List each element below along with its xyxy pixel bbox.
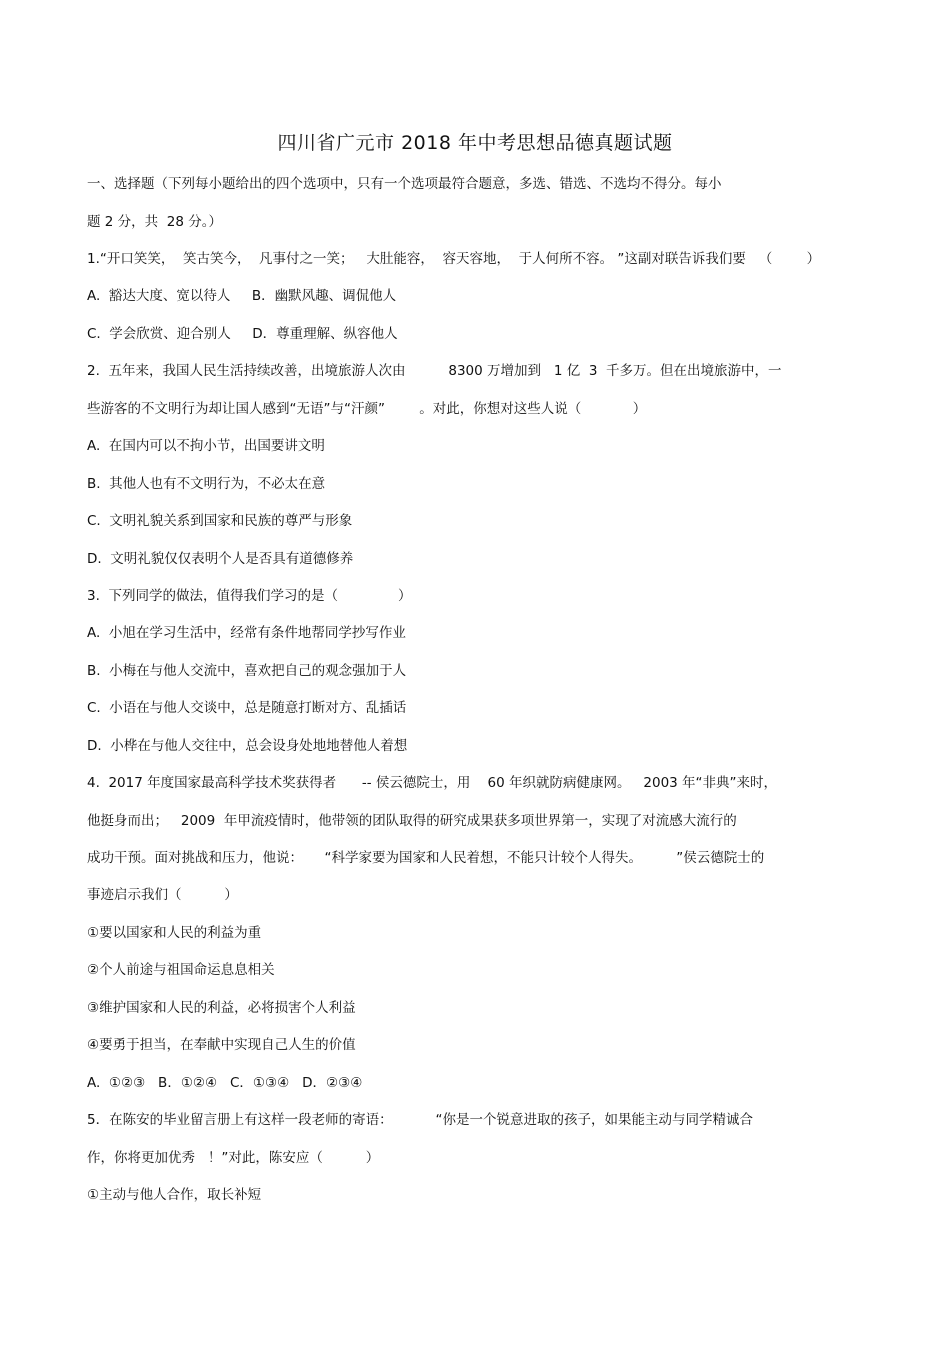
question-2-option-c: C. 文明礼貌关系到国家和民族的尊严与形象 bbox=[87, 513, 353, 529]
question-2-option-b: B. 其他人也有不文明行为，不必太在意 bbox=[87, 476, 326, 492]
question-4-stem-line2: 他挺身而出； 2009 年甲流疫情时，他带领的团队取得的研究成果获多项世界第一，实现了对流感大流行的 bbox=[87, 813, 737, 829]
question-4-item-1: ①要以国家和人民的利益为重 bbox=[87, 925, 262, 941]
question-1-options-ab: A. 豁达大度、宽以待人 B．幽默风趣、调侃他人 bbox=[87, 288, 397, 304]
question-3-option-c: C. 小语在与他人交谈中，总是随意打断对方、乱插话 bbox=[87, 700, 407, 716]
question-3-option-b: B. 小梅在与他人交流中，喜欢把自己的观念强加于人 bbox=[87, 663, 407, 679]
question-4-options: A. ①②③ B．①②④ C．①③④ D．②③④ bbox=[87, 1075, 363, 1091]
question-4-item-2: ②个人前途与祖国命运息息相关 bbox=[87, 962, 275, 978]
section-instructions-line1: 一、选择题（下列每小题给出的四个选项中，只有一个选项最符合题意，多选、错选、不选均不得分。每小 bbox=[87, 176, 722, 192]
question-4-stem-line1: 4. 2017 年度国家最高科学技术奖获得者 -- 侯云德院士，用 60 年织就防病健康网。 2003 年“非典”来时， bbox=[87, 775, 778, 791]
question-1-options-cd: C. 学会欣赏、迎合别人 D．尊重理解、纵容他人 bbox=[87, 326, 398, 342]
question-3-stem: 3. 下列同学的做法，值得我们学习的是（ ） bbox=[87, 588, 412, 604]
question-1-stem: 1.“开口笑笑， 笑古笑今， 凡事付之一笑； 大肚能容， 容天容地， 于人何所不容。 ”这副对联告诉我们要 （ ） bbox=[87, 251, 821, 267]
question-2-stem-line2: 些游客的不文明行为却让国人感到“无语”与“汗颜” 。对此，你想对这些人说（ ） bbox=[87, 401, 647, 417]
page-title: 四川省广元市 2018 年中考思想品德真题试题 bbox=[277, 132, 673, 154]
question-4-item-3: ③维护国家和人民的利益，必将损害个人利益 bbox=[87, 1000, 356, 1016]
question-4-stem-line3: 成功干预。面对挑战和压力，他说： “科学家要为国家和人民着想，不能只计较个人得失。 ”侯云德院士的 bbox=[87, 850, 765, 866]
question-5-stem-line1: 5．在陈安的毕业留言册上有这样一段老师的寄语： “你是一个锐意进取的孩子，如果能主动与同学精诚合 bbox=[87, 1112, 753, 1128]
question-2-option-d: D. 文明礼貌仅仅表明个人是否具有道德修养 bbox=[87, 551, 354, 567]
question-3-option-d: D. 小桦在与他人交往中，总会设身处地地替他人着想 bbox=[87, 738, 408, 754]
question-4-item-4: ④要勇于担当，在奉献中实现自己人生的价值 bbox=[87, 1037, 356, 1053]
question-2-option-a: A. 在国内可以不拘小节，出国要讲文明 bbox=[87, 438, 325, 454]
question-5-item-1: ①主动与他人合作，取长补短 bbox=[87, 1187, 262, 1203]
question-5-stem-line2: 作，你将更加优秀 ！”对此，陈安应（ ） bbox=[87, 1150, 380, 1166]
question-4-stem-line4: 事迹启示我们（ ） bbox=[87, 887, 238, 903]
question-2-stem-line1: 2. 五年来，我国人民生活持续改善，出境旅游人次由 8300 万增加到 1 亿 3 千多万。但在出境旅游中，一 bbox=[87, 363, 782, 379]
section-instructions-line2: 题 2 分，共 28 分。） bbox=[87, 214, 222, 230]
question-3-option-a: A. 小旭在学习生活中，经常有条件地帮同学抄写作业 bbox=[87, 625, 406, 641]
